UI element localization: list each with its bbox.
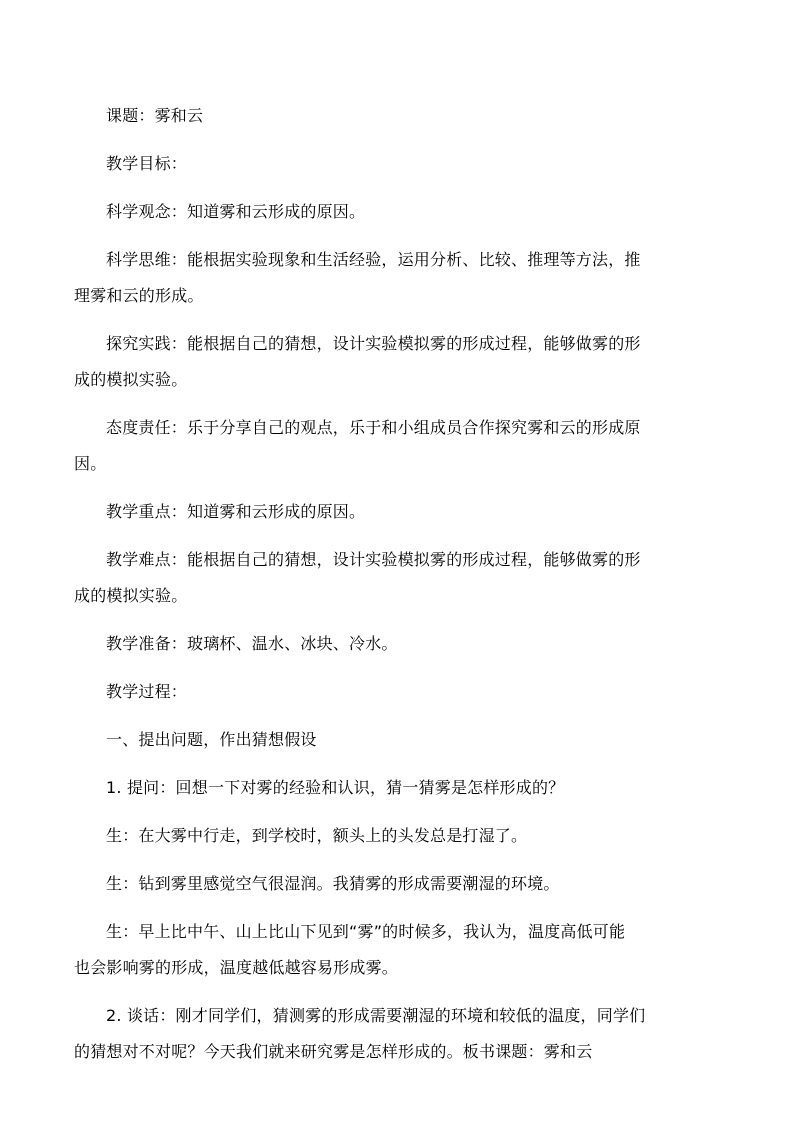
text-line: 教学目标： bbox=[106, 154, 188, 173]
text-line: 探究实践：能根据自己的猜想，设计实验模拟雾的形成过程，能够做雾的形 bbox=[106, 334, 641, 353]
text-line: 教学难点：能根据自己的猜想，设计实验模拟雾的形成过程，能够做雾的形 bbox=[106, 550, 641, 569]
text-line: 课题：雾和云 bbox=[106, 106, 204, 125]
text-line: 2. 谈话：刚才同学们，猜测雾的形成需要潮湿的环境和较低的温度，同学们 bbox=[106, 1006, 646, 1025]
discussion-paragraph bbox=[74, 998, 728, 1070]
student-answer-2 bbox=[106, 866, 728, 902]
key-point-paragraph bbox=[106, 494, 728, 530]
text-line: 教学准备：玻璃杯、温水、冰块、冷水。 bbox=[106, 634, 398, 653]
text-line: 科学思维：能根据实验现象和生活经验，运用分析、比较、推理等方法，推 bbox=[106, 250, 641, 269]
inquiry-practice-paragraph bbox=[74, 326, 728, 398]
difficulty-paragraph bbox=[74, 542, 728, 614]
text-line: 也会影响雾的形成，温度越低越容易形成雾。 bbox=[74, 958, 399, 977]
text-line: 成的模拟实验。 bbox=[74, 370, 188, 389]
text-line: 1. 提问：回想一下对雾的经验和认识，猜一猜雾是怎样形成的？ bbox=[106, 778, 565, 797]
teaching-goals-heading bbox=[106, 146, 728, 182]
text-line: 教学重点：知道雾和云形成的原因。 bbox=[106, 502, 366, 521]
text-line: 科学观念：知道雾和云形成的原因。 bbox=[106, 202, 366, 221]
student-answer-1 bbox=[106, 818, 728, 854]
process-heading bbox=[106, 674, 728, 710]
attitude-paragraph bbox=[74, 410, 728, 482]
text-line: 生：钻到雾里感觉空气很湿润。我猜雾的形成需要潮湿的环境。 bbox=[106, 874, 560, 893]
text-line: 一、提出问题，作出猜想假设 bbox=[106, 730, 317, 749]
text-line: 生：早上比中午、山上比山下见到“雾”的时候多，我认为，温度高低可能 bbox=[106, 922, 626, 941]
text-line: 生：在大雾中行走，到学校时，额头上的头发总是打湿了。 bbox=[106, 826, 528, 845]
text-line: 理雾和云的形成。 bbox=[74, 286, 204, 305]
science-concept-paragraph bbox=[106, 194, 728, 230]
document-body bbox=[74, 98, 728, 1082]
text-line: 因。 bbox=[74, 454, 107, 473]
preparation-paragraph bbox=[106, 626, 728, 662]
title-paragraph bbox=[106, 98, 728, 134]
question-paragraph bbox=[106, 770, 728, 806]
section-one-heading bbox=[106, 722, 728, 758]
text-line: 态度责任：乐于分享自己的观点，乐于和小组成员合作探究雾和云的形成原 bbox=[106, 418, 641, 437]
text-line: 成的模拟实验。 bbox=[74, 586, 188, 605]
student-answer-3 bbox=[74, 914, 728, 986]
text-line: 的猜想对不对呢？今天我们就来研究雾是怎样形成的。板书课题：雾和云 bbox=[74, 1042, 593, 1061]
science-thinking-paragraph bbox=[74, 242, 728, 314]
text-line: 教学过程： bbox=[106, 682, 188, 701]
